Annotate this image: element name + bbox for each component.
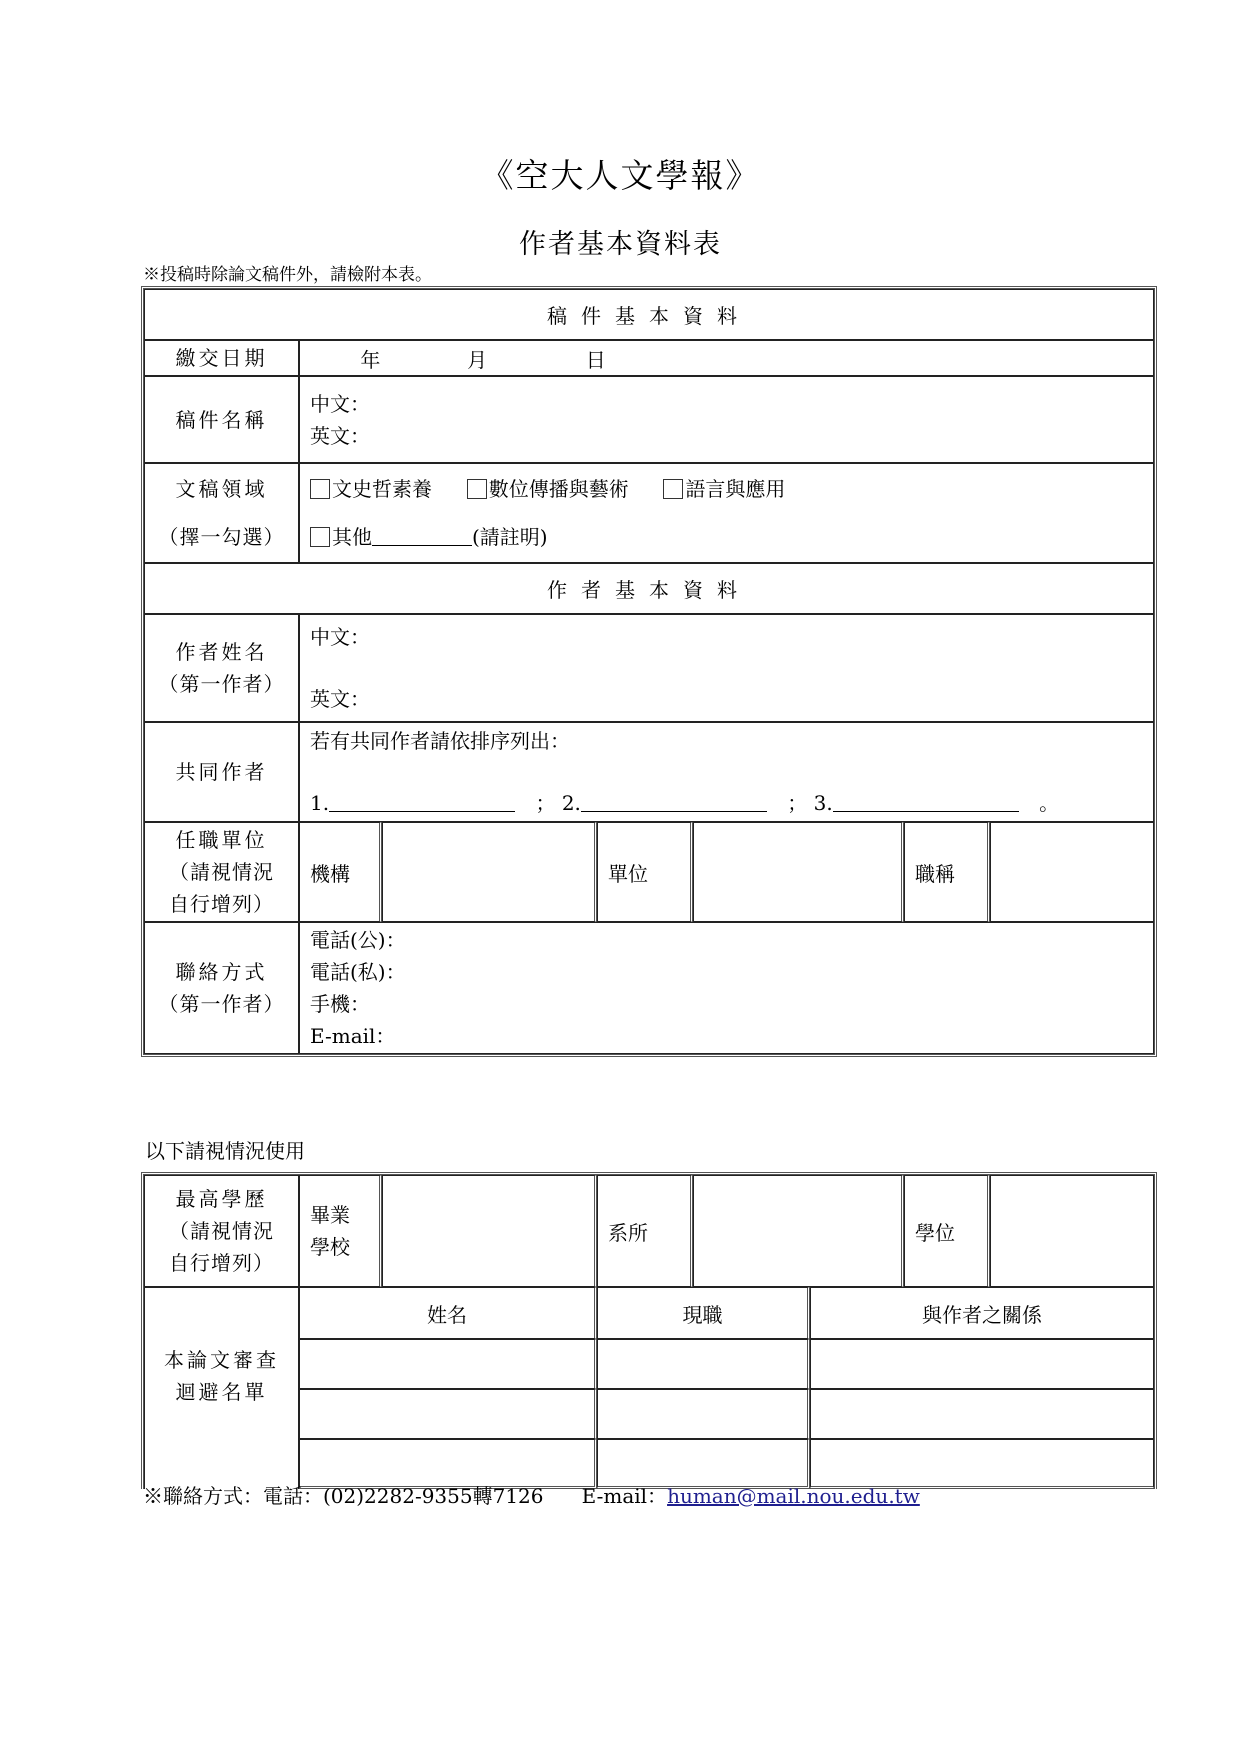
- author-name-zh-label: 中文：: [310, 625, 370, 649]
- department-input[interactable]: [693, 1175, 904, 1287]
- footer-contact-text: ※聯絡方式：電話：(02)2282-9355轉7126 E-mail：: [143, 1484, 668, 1508]
- avoidance-header-relationship: 與作者之關係: [810, 1287, 1154, 1339]
- submission-date-field[interactable]: [299, 340, 1154, 376]
- option-label: 語言與應用: [685, 477, 786, 501]
- form-title: 作者基本資料表: [519, 229, 722, 260]
- contact-label: [144, 922, 299, 1054]
- author-info-table: [141, 286, 1157, 1057]
- coauthor-3-input[interactable]: [833, 791, 1019, 812]
- field-option-humanities[interactable]: [310, 477, 432, 501]
- institution-label: 機構: [299, 822, 382, 922]
- coauthor-1-number: 1.: [310, 791, 330, 815]
- field-option-other[interactable]: [310, 525, 372, 549]
- avoidance-relationship-input[interactable]: [810, 1389, 1154, 1439]
- footer-email-link[interactable]: human@mail.nou.edu.tw: [667, 1484, 920, 1508]
- contact-sublabel: （第一作者）: [158, 992, 285, 1016]
- education-label-line3: 自行增列）: [169, 1251, 274, 1275]
- avoidance-relationship-input[interactable]: [810, 1339, 1154, 1389]
- month-label: 月: [467, 347, 488, 372]
- avoidance-header-position: 現職: [597, 1287, 810, 1339]
- journal-title: 《空大人文學報》: [480, 156, 761, 195]
- phone-office-label: 電話(公)：: [310, 928, 406, 952]
- field-sublabel-text: （擇一勾選）: [158, 525, 285, 549]
- optional-section-note: 以下請視情況使用: [145, 1139, 305, 1163]
- job-title-input[interactable]: [990, 822, 1154, 922]
- author-name-label: [144, 614, 299, 722]
- email-label: E-mail：: [310, 1024, 396, 1048]
- manuscript-section-header: 稿件基本資料: [144, 289, 1154, 340]
- school-label: [299, 1175, 382, 1287]
- job-title-label: 職稱: [904, 822, 990, 922]
- avoidance-name-input[interactable]: [299, 1339, 597, 1389]
- field-option-language[interactable]: [663, 477, 785, 501]
- field-label: [144, 463, 299, 563]
- separator: ；: [787, 791, 808, 815]
- coauthor-2-number: 2.: [561, 791, 581, 815]
- school-label-line1: 畢業: [310, 1203, 350, 1227]
- title-en-label: 英文：: [310, 423, 370, 448]
- year-label: 年: [360, 347, 381, 372]
- avoidance-position-input[interactable]: [597, 1339, 810, 1389]
- option-label: 數位傳播與藝術: [488, 477, 629, 501]
- coauthor-3-number: 3.: [813, 791, 833, 815]
- field-options: [299, 463, 1154, 563]
- manuscript-title-field[interactable]: [299, 376, 1154, 463]
- checkbox-icon[interactable]: [663, 479, 683, 499]
- avoidance-label-line1: 本論文審查: [164, 1348, 279, 1372]
- contact-label-text: 聯絡方式: [175, 960, 268, 984]
- avoidance-position-input[interactable]: [597, 1389, 810, 1439]
- day-label: 日: [585, 347, 606, 372]
- footer-contact: [143, 1480, 920, 1509]
- unit-input[interactable]: [693, 822, 904, 922]
- author-name-sublabel: （第一作者）: [158, 672, 285, 696]
- field-option-digital-media[interactable]: [467, 477, 629, 501]
- employment-label-line3: 自行增列）: [169, 892, 274, 916]
- title-zh-label: 中文：: [310, 391, 370, 416]
- checkbox-icon[interactable]: [310, 527, 330, 547]
- employment-label-line2: （請視情況: [169, 860, 274, 884]
- mobile-label: 手機：: [310, 992, 370, 1016]
- checkbox-icon[interactable]: [467, 479, 487, 499]
- employment-label-line1: 任職單位: [175, 828, 268, 852]
- option-label: 文史哲素養: [332, 477, 432, 501]
- degree-input[interactable]: [990, 1175, 1154, 1287]
- option-label: 其他: [332, 525, 372, 549]
- avoidance-label-line2: 迴避名單: [175, 1380, 268, 1404]
- education-label-line2: （請視情況: [169, 1219, 274, 1243]
- contact-field[interactable]: [299, 922, 1154, 1054]
- school-label-line2: 學校: [310, 1235, 350, 1259]
- coauthors-instruction: 若有共同作者請依排序列出：: [310, 729, 570, 753]
- degree-label: 學位: [904, 1175, 990, 1287]
- avoidance-header-name: 姓名: [299, 1287, 597, 1339]
- field-label-text: 文稿領域: [175, 477, 268, 501]
- unit-label: 單位: [597, 822, 693, 922]
- coauthors-label: 共同作者: [144, 722, 299, 822]
- manuscript-title-label: 稿件名稱: [144, 376, 299, 463]
- avoidance-label: [144, 1287, 299, 1489]
- other-specify-input[interactable]: [372, 525, 472, 546]
- submission-note: ※投稿時除論文稿件外，請檢附本表。: [143, 265, 432, 285]
- institution-input[interactable]: [382, 822, 597, 922]
- avoidance-name-input[interactable]: [299, 1389, 597, 1439]
- employment-label: [144, 822, 299, 922]
- period: 。: [1039, 791, 1060, 815]
- department-label: 系所: [597, 1175, 693, 1287]
- school-input[interactable]: [382, 1175, 597, 1287]
- other-specify-note: (請註明): [472, 525, 548, 549]
- education-label-line1: 最高學歷: [175, 1187, 268, 1211]
- coauthor-1-input[interactable]: [329, 791, 515, 812]
- education-label: [144, 1175, 299, 1287]
- coauthor-2-input[interactable]: [581, 791, 767, 812]
- phone-home-label: 電話(私)：: [310, 960, 406, 984]
- author-name-label-text: 作者姓名: [175, 640, 268, 664]
- separator: ；: [535, 791, 556, 815]
- checkbox-icon[interactable]: [310, 479, 330, 499]
- coauthors-field: [299, 722, 1154, 822]
- author-section-header: 作者基本資料: [144, 563, 1154, 614]
- author-name-en-label: 英文：: [310, 687, 370, 711]
- submission-date-label: 繳交日期: [144, 340, 299, 376]
- author-name-field[interactable]: [299, 614, 1154, 722]
- optional-info-table: [141, 1172, 1157, 1489]
